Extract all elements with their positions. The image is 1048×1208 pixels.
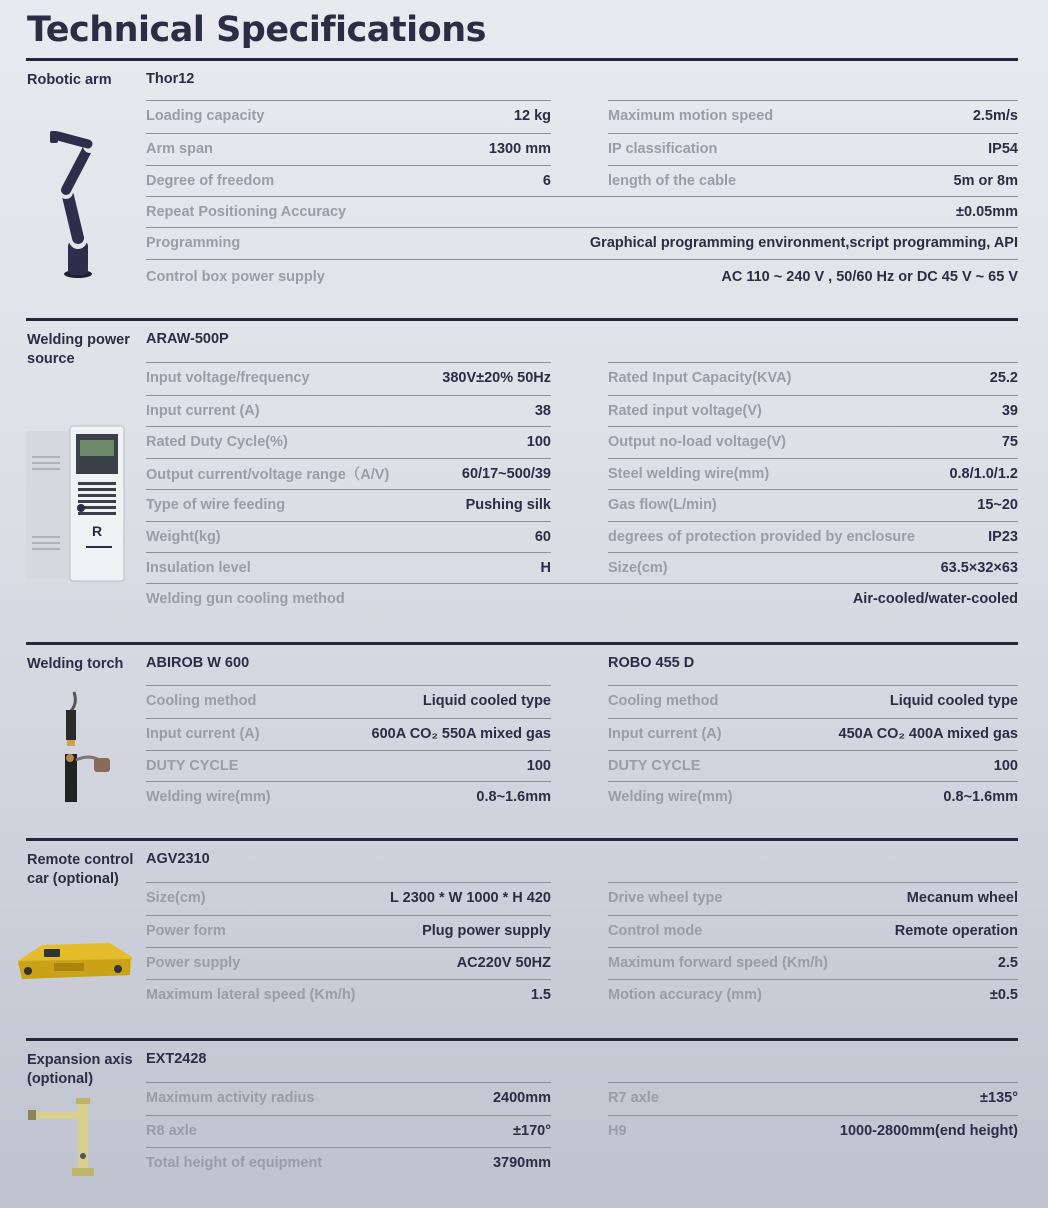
spec-row: DUTY CYCLE 100 xyxy=(608,750,1018,780)
spec-row: Cooling method Liquid cooled type xyxy=(146,685,551,715)
section-welding-torch xyxy=(26,642,1018,837)
model-name: ABIROB W 600 xyxy=(146,655,250,671)
spec-row: Loading capacity 12 kg xyxy=(146,100,551,130)
section-label: Remote control car (optional) xyxy=(27,852,134,887)
page-title: Technical Specifications xyxy=(27,10,486,50)
spec-row: Rated Duty Cycle(%) 100 xyxy=(146,426,551,456)
model-name: AGV2310 xyxy=(146,851,210,867)
spec-row: Cooling method Liquid cooled type xyxy=(608,685,1018,715)
spec-row: Gas flow(L/min) 15~20 xyxy=(608,489,1018,519)
spec-row: DUTY CYCLE 100 xyxy=(146,750,551,780)
model-name: EXT2428 xyxy=(146,1051,207,1067)
spec-row: Welding wire(mm) 0.8~1.6mm xyxy=(146,781,551,811)
spec-row: Input current (A) 38 xyxy=(146,395,551,425)
spec-row: Welding gun cooling method Air-cooled/water-cooled xyxy=(146,583,1018,613)
spec-row: Drive wheel type Mecanum wheel xyxy=(608,882,1018,912)
spec-row: Input current (A) 450A CO₂ 400A mixed gas xyxy=(608,718,1018,748)
spec-row: Steel welding wire(mm) 0.8/1.0/1.2 xyxy=(608,458,1018,488)
welding-torch-image xyxy=(56,690,116,805)
spec-row: Size(cm) 63.5×32×63 xyxy=(608,552,1018,582)
model-name: ARAW-500P xyxy=(146,331,229,347)
spec-row: R7 axle ±135° xyxy=(608,1082,1018,1112)
spec-row: Programming Graphical programming environment,script programming, API xyxy=(146,227,1018,257)
robotic-arm-image xyxy=(38,126,108,281)
section-remote-control-car xyxy=(26,838,1018,1038)
remote-control-car-image xyxy=(14,939,136,987)
spec-row: Repeat Positioning Accuracy ±0.05mm xyxy=(146,196,1018,226)
spec-row: Rated input voltage(V) 39 xyxy=(608,395,1018,425)
spec-row: IP classification IP54 xyxy=(608,133,1018,163)
spec-row: degrees of protection provided by enclosure IP23 xyxy=(608,521,1018,551)
section-robotic-arm xyxy=(26,58,1018,316)
spec-row: Maximum activity radius 2400mm xyxy=(146,1082,551,1112)
spec-row: Power form Plug power supply xyxy=(146,915,551,945)
spec-row: Maximum lateral speed (Km/h) 1.5 xyxy=(146,979,551,1009)
spec-row: Motion accuracy (mm) ±0.5 xyxy=(608,979,1018,1009)
spec-row: Arm span 1300 mm xyxy=(146,133,551,163)
section-welding-power-source xyxy=(26,318,1018,640)
section-label: Robotic arm xyxy=(27,72,112,88)
section-expansion-axis xyxy=(26,1038,1018,1198)
spec-row: Total height of equipment 3790mm xyxy=(146,1147,551,1177)
spec-row: Rated Input Capacity(KVA) 25.2 xyxy=(608,362,1018,392)
spec-row: Output no-load voltage(V) 75 xyxy=(608,426,1018,456)
spec-row: Control mode Remote operation xyxy=(608,915,1018,945)
section-label: Welding power source xyxy=(27,332,130,367)
svg-text:R: R xyxy=(91,523,103,539)
spec-row: H9 1000-2800mm(end height) xyxy=(608,1115,1018,1145)
spec-row: length of the cable 5m or 8m xyxy=(608,165,1018,195)
model-name-2: ROBO 455 D xyxy=(608,655,695,671)
spec-row: Output current/voltage range（A/V) 60/17~500/39 xyxy=(146,458,551,488)
model-name: Thor12 xyxy=(146,71,195,87)
spec-row: Size(cm) L 2300 * W 1000 * H 420 xyxy=(146,882,551,912)
spec-row: Maximum forward speed (Km/h) 2.5 xyxy=(608,947,1018,977)
expansion-axis-image xyxy=(26,1096,106,1178)
spec-row: Control box power supply AC 110 ~ 240 V , 50/60 Hz or DC 45 V ~ 65 V xyxy=(146,259,1018,293)
spec-row: Power supply AC220V 50HZ xyxy=(146,947,551,977)
spec-row: Insulation level H xyxy=(146,552,551,582)
spec-row: Input voltage/frequency 380V±20% 50Hz xyxy=(146,362,551,392)
spec-row: Type of wire feeding Pushing silk xyxy=(146,489,551,519)
spec-row: Weight(kg) 60 xyxy=(146,521,551,551)
section-label: Expansion axis (optional) xyxy=(27,1052,133,1087)
section-label: Welding torch xyxy=(27,656,124,672)
welding-power-source-image xyxy=(26,416,126,584)
spec-row: R8 axle ±170° xyxy=(146,1115,551,1145)
spec-row: Input current (A) 600A CO₂ 550A mixed gas xyxy=(146,718,551,748)
spec-row: Degree of freedom 6 xyxy=(146,165,551,195)
spec-row: Maximum motion speed 2.5m/s xyxy=(608,100,1018,130)
spec-row: Welding wire(mm) 0.8~1.6mm xyxy=(608,781,1018,811)
